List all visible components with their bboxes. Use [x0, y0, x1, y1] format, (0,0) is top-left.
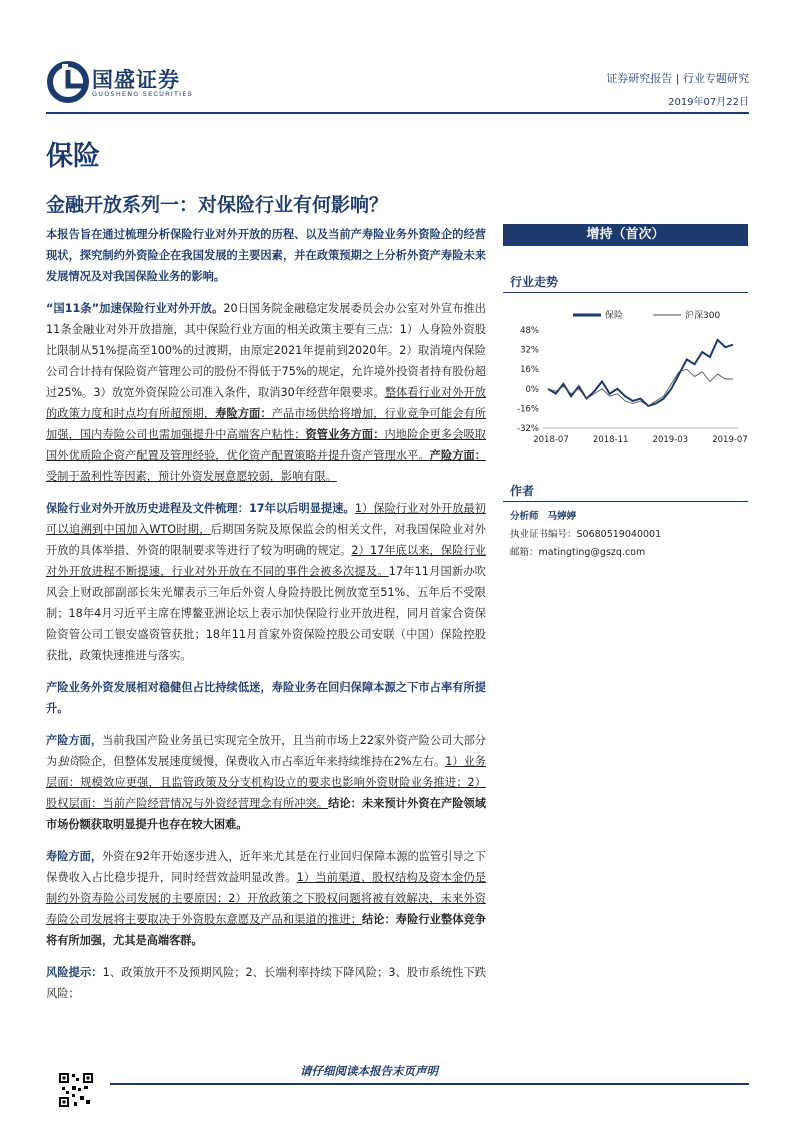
company-name-en: GUOSHENG SECURITIES: [92, 90, 193, 98]
para-text: 险企，但整体发展速度缓慢，保费收入市占率近年来持续维持在2%左右。: [79, 755, 446, 768]
email-line: [510, 544, 645, 558]
para-italic: 独资: [57, 755, 80, 768]
y-tick-label: -32%: [517, 424, 539, 434]
para-text: 17年11月国新办吹风会上财政部副部长朱光耀表示三年后外资人身险持股比例放宽至51%、五年后不受限制；18年4月习近平主席在博鳌亚洲论坛上表示加快保险行业开放进程，同月首家合资保险资管公司工银安盛资管获批；18年11月首家外资保险控股公司安联（中国）保险控股获批，政策快速推进与落实。: [46, 565, 486, 662]
para-underline: 1）业务层面：规模效应更强，且监管政策及分支机构设立的要求也影响外资财险业务推进；2）股权层面：当前产险经营情况与外资经营理念有所冲突。: [46, 755, 486, 810]
para-lead: 风险提示：: [46, 966, 103, 979]
analyst-label: 分析师: [510, 511, 539, 522]
para-bold: 资管业务方面：: [305, 428, 385, 441]
para-bold: 产险方面：: [429, 449, 486, 462]
cert-label: 执业证书编号：: [510, 529, 577, 540]
x-tick-label: 2018-11: [592, 435, 629, 445]
header-divider: [46, 112, 749, 114]
report-date: 2019年07月22日: [668, 97, 749, 108]
chart-lines: [548, 340, 733, 406]
industry-heading: 保险: [46, 141, 100, 172]
para-underline: 整体看行业对外开放的政策力度和时点均有所超预期，: [46, 386, 486, 420]
footer-disclaimer: 请仔细阅读本报告末页声明: [300, 1064, 438, 1078]
series-line-0: [548, 340, 733, 406]
y-tick-label: 32%: [520, 345, 539, 356]
para-underline: 1）保险行业对外开放最初可以追溯到中国加入WTO时期，: [46, 502, 486, 536]
y-tick-label: -16%: [517, 404, 539, 415]
para-underline: 产品市场供给将增加，行业竞争可能会有所加强，国内寿险公司也需加强提升中高端客户粘性；: [46, 407, 486, 441]
company-name: 国盛证券: [92, 68, 180, 92]
para-risk: [46, 962, 486, 1004]
para-underline: 2）17年底以来，保险行业对外开放进程不断提速，行业对外开放在不同的事件会被多次提及。: [46, 544, 486, 578]
series-line-1: [548, 369, 733, 406]
para-underline: 受制于盈利性等因素，预计外资发展意愿较弱，影响有限。: [46, 470, 337, 483]
para-life: [46, 846, 486, 951]
chart-legend: [573, 309, 720, 321]
para-bold: 结论：未来预计外资在产险领域市场份额获取明显提升也存在较大困难。: [46, 797, 486, 831]
para-guo11: [46, 298, 486, 487]
para-text: 20日国务院金融稳定发展委员会办公室对外宣布推出11条金融业对外开放措施，其中保险行业方面的相关政策主要有三点：1）人身险外资股比限制从51%提高至100%的过渡期，由原定2021年提前到2020年。2）取消境内保险公司合计持有保险资产管理公司的股份不得低于75%的规定，允许境外投资者持有股份超过25%。3）放宽外资保险公司准入条件，取消30年经营年限要求。: [46, 302, 486, 399]
rating-badge: 增持（首次）: [503, 224, 748, 246]
para-bold: 寿险方面：: [215, 407, 272, 420]
para-property: [46, 730, 486, 835]
para-lead: 产险业务外资发展相对稳健但占比持续低迷，寿险业务在回归保障本源之下市占率有所提升。: [46, 681, 486, 715]
trend-title: 行业走势: [510, 275, 559, 289]
y-tick-label: 16%: [520, 365, 539, 376]
x-tick-label: 2019-03: [652, 435, 689, 445]
para-history: [46, 498, 486, 666]
para-lead: 寿险方面，: [46, 850, 103, 863]
email-address[interactable]: matingting@gszq.com: [538, 547, 646, 558]
legend-label-1: 沪深300: [685, 311, 721, 321]
industry-trend-chart: [503, 305, 748, 453]
y-tick-label: 48%: [520, 326, 539, 336]
para-text: 外资在92年开始逐步进入，近年来尤其是在行业回归保障本源的监管引导之下保费收入占比稳步提升，同时经营效益明显改善。: [46, 850, 486, 884]
chart-axes: [517, 326, 748, 445]
cert-no: S0680519040001: [576, 529, 662, 540]
report-title: 金融开放系列一：对保险行业有何影响？: [46, 194, 389, 216]
para-underline: 1）当前渠道、股权结构及资本金仍是制约外资寿险公司发展的主要原因；2）开放政策之下股权问题将被有效解决，未来外资寿险公司发展将主要取决于外资股东意愿及产品和渠道的推进；: [46, 871, 486, 926]
email-label: 邮箱：: [510, 547, 539, 558]
author-title: 作者: [510, 484, 535, 498]
para-lead: “国11条”加速保险行业对外开放。: [46, 302, 224, 315]
para-text: 当前我国产险业务虽已实现完全放开，且当前市场上22家外资产险公司大部分为: [46, 734, 486, 768]
cert-line: [510, 526, 661, 540]
para-lead: 保险行业对外开放历史进程及文件梳理：17年以后明显提速。: [46, 502, 355, 515]
x-tick-label: 2019-07: [712, 435, 748, 445]
x-tick-label: 2018-07: [533, 435, 569, 445]
trend-divider: [503, 292, 748, 293]
report-type: 证券研究报告 | 行业专题研究: [606, 72, 749, 85]
para-bold: 结论：寿险行业整体竞争将有所加强，尤其是高端客群。: [46, 913, 486, 947]
para-text: 后期国务院及原保监会的相关文件，对我国保险业对外开放的具体举措、外资的限制要求等进行了较为明确的规定。: [46, 523, 486, 557]
para-business-summary: [46, 677, 486, 719]
footer-divider: [110, 1083, 749, 1085]
author-divider: [503, 501, 748, 502]
para-lead: 产险方面，: [46, 734, 103, 747]
main-column: [46, 224, 486, 1015]
y-tick-label: 0%: [525, 384, 539, 395]
para-underline: 内地险企更多会吸取国外优质险企资产配置及管理经验，优化资产配置策略并提升资产管理水平。: [46, 428, 486, 462]
para-text: 1、政策放开不及预期风险；2、长端利率持续下降风险；3、股市系统性下跌风险；: [46, 966, 486, 1000]
analyst-name: 马婷婷: [547, 511, 577, 522]
qr-code-icon: [58, 1072, 94, 1108]
legend-label-0: 保险: [605, 311, 624, 321]
summary: 本报告旨在通过梳理分析保险行业对外开放的历程、以及当前产寿险业务外资险企的经营现状，探究制约外资险企在我国发展的主要因素，并在政策预期之上分析外资产寿险未来发展情况及对我国保险业务的影响。: [46, 228, 486, 283]
analyst-line: [510, 508, 576, 522]
